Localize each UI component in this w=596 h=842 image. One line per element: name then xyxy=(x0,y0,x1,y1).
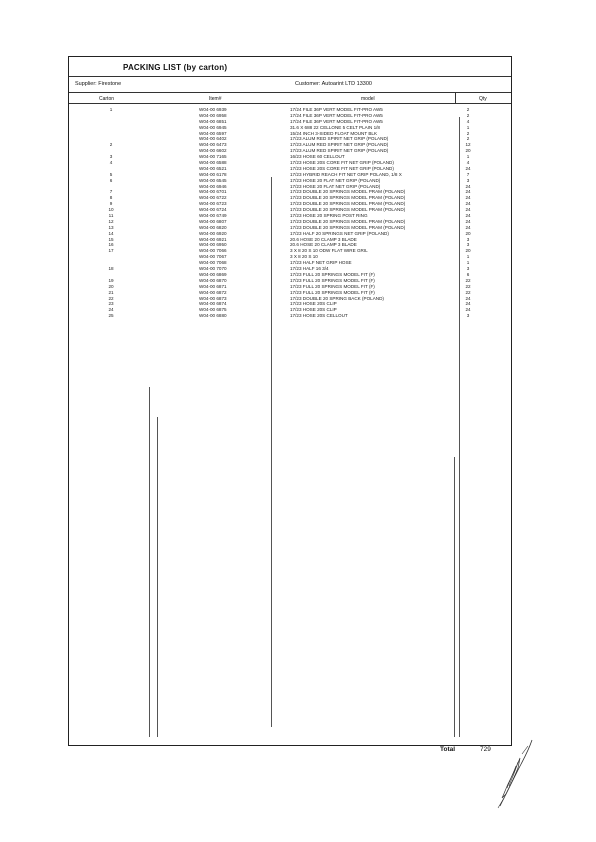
qty-cell: 2 xyxy=(466,107,470,112)
column-header-model: model xyxy=(361,96,375,102)
qty-cell: 4 xyxy=(466,118,470,124)
qty-cell: 24 xyxy=(465,295,471,301)
carton-cell: 23 xyxy=(108,301,114,307)
item-cell: W04-00 6178 xyxy=(199,171,227,177)
model-cell: 20.6 HOSE 20 CLAMP 3 BLADE xyxy=(290,242,357,248)
carton-cell: 25 xyxy=(108,313,114,319)
model-cell: 17/23 FULL 20 SPRINGS MODEL FIT (F) xyxy=(290,277,375,283)
carton-cell: 21 xyxy=(108,289,114,295)
item-cell: W04-00 6701 xyxy=(199,189,227,195)
model-cell: 17/23 HYBRID REACH FIT NET GRIP POLAND, 1/8 X xyxy=(290,171,402,177)
column-guide xyxy=(157,417,158,737)
model-cell: 17/23 ALUM RED SPIRIT NET GRIP (POLAND) xyxy=(290,136,389,142)
model-cell: 17/23 HOSE 20S CLIP xyxy=(290,301,337,307)
column-header-item: Item# xyxy=(209,96,222,102)
qty-cell: 3 xyxy=(466,313,470,319)
qty-cell: 20 xyxy=(465,148,471,154)
column-guide xyxy=(271,177,272,727)
total-value: 729 xyxy=(480,746,491,753)
model-cell: 17/24 FILE 36P VERT MODEL FIT-PRO AW5 xyxy=(290,107,383,112)
item-cell: W04-00 6945 xyxy=(199,124,227,130)
qty-cell: 24 xyxy=(465,301,471,307)
item-cell: W04-00 7068 xyxy=(199,260,227,266)
qty-cell: 24 xyxy=(465,224,471,230)
item-cell: W04-00 6939 xyxy=(199,107,227,112)
model-cell: 17/23 HOSE 20S CLIP xyxy=(290,307,337,313)
item-cell: W04-00 6588 xyxy=(199,160,227,166)
item-cell: W04-00 6870 xyxy=(199,277,227,283)
carton-cell: 18 xyxy=(108,266,114,272)
column-guide xyxy=(454,457,455,737)
carton-cell: 17 xyxy=(108,248,114,254)
qty-cell: 1 xyxy=(466,154,470,160)
carton-cell: 2 xyxy=(109,142,113,148)
item-cell: W04-00 6724 xyxy=(199,207,227,213)
item-cell: W04-00 6597 xyxy=(199,130,227,136)
carton-cell: 5 xyxy=(109,171,113,177)
item-cell: W04-00 6807 xyxy=(199,218,227,224)
item-cell: W04-00 6880 xyxy=(199,313,227,319)
qty-cell: 24 xyxy=(465,195,471,201)
carton-cell: 4 xyxy=(109,160,113,166)
model-cell: 17/23 FULL 20 SPRINGS MODEL FIT (F) xyxy=(290,289,375,295)
qty-cell: 3 xyxy=(466,177,470,183)
item-cell: W04-00 6722 xyxy=(199,195,227,201)
qty-cell: 2 xyxy=(466,130,470,136)
qty-cell: 24 xyxy=(465,183,471,189)
model-cell: 17/24 FILE 36P VERT MODEL FIT-PRO AW5 xyxy=(290,118,383,124)
model-cell: 31.6 X 688 22 CELLONE 5 CELT PLAIN 1/8 xyxy=(290,124,380,130)
column-guide xyxy=(149,387,150,737)
item-cell: W04-00 6473 xyxy=(199,142,227,148)
item-cell: W04-00 6946 xyxy=(199,183,227,189)
item-cell: W04-00 6820 xyxy=(199,224,227,230)
carton-cell: 3 xyxy=(109,154,113,160)
qty-cell: 20 xyxy=(465,248,471,254)
qty-cell: 24 xyxy=(465,165,471,171)
document-title: PACKING LIST (by carton) xyxy=(123,63,228,72)
model-cell: 17/23 ALUM RED SPIRIT NET GRIP (POLAND) xyxy=(290,148,389,154)
qty-cell: 1 xyxy=(466,254,470,260)
carton-cell: 16 xyxy=(108,242,114,248)
item-cell: W04-00 6871 xyxy=(199,283,227,289)
model-cell: 17/23 HOSE 20 SPRING POST RING xyxy=(290,213,368,219)
model-cell: 17/23 HALF NET GRIP HOSE xyxy=(290,260,352,266)
item-cell: W04-00 6872 xyxy=(199,289,227,295)
handwritten-signature xyxy=(492,738,542,810)
carton-cell: 15 xyxy=(108,236,114,242)
qty-cell: 3 xyxy=(466,236,470,242)
divider xyxy=(69,76,511,77)
supplier-label: Supplier: Firestone xyxy=(75,81,122,87)
carton-cell: 19 xyxy=(108,277,114,283)
model-cell: 17/23 FULL 20 SPRINGS MODEL FIT (F) xyxy=(290,283,375,289)
model-cell: 3 X 8 20 S 10 xyxy=(290,254,318,260)
qty-cell: 22 xyxy=(465,277,471,283)
model-cell: 17/23 DOUBLE 20 SPRINGS MODEL PRAM (POLAND) xyxy=(290,218,406,224)
qty-cell: 24 xyxy=(465,307,471,313)
total-label: Total xyxy=(440,746,456,753)
carton-cell: 22 xyxy=(108,295,114,301)
qty-cell: 2 xyxy=(466,112,470,118)
column-guide xyxy=(459,117,460,737)
model-cell: 16/23 HOSE 60 CELLOUT xyxy=(290,154,345,160)
qty-cell: 3 xyxy=(466,242,470,248)
model-cell: 17/23 DOUBLE 20 SPRINGS MODEL PRAM (POLAND) xyxy=(290,224,406,230)
packing-list-sheet xyxy=(68,56,512,746)
carton-cell: 6 xyxy=(109,177,113,183)
carton-cell: 20 xyxy=(108,283,114,289)
divider xyxy=(69,103,511,104)
item-cell: W04-00 6602 xyxy=(199,148,227,154)
carton-cell: 10 xyxy=(108,207,114,213)
qty-cell: 20 xyxy=(465,230,471,236)
qty-cell: 24 xyxy=(465,213,471,219)
carton-cell: 13 xyxy=(108,224,114,230)
model-cell: 17/24 FILE 36P VERT MODEL FIT-PRO AW5 xyxy=(290,112,383,118)
qty-cell: 24 xyxy=(465,189,471,195)
model-cell: 3 X 8 20 S 10 ODW FLAT WIRE GRIL xyxy=(290,248,368,254)
qty-cell: 2 xyxy=(466,136,470,142)
model-cell: 17/23 DOUBLE 20 SPRINGS MODEL PRAM (POLAND) xyxy=(290,189,406,195)
item-cell: W04-00 6749 xyxy=(199,213,227,219)
carton-cell: 7 xyxy=(109,189,113,195)
item-cell: W04-00 6950 xyxy=(199,242,227,248)
item-cell: W04-00 6921 xyxy=(199,236,227,242)
item-cell: W04-00 6875 xyxy=(199,307,227,313)
item-cell: W04-00 6958 xyxy=(199,112,227,118)
customer-label: Customer: Autoarint LTD 13300 xyxy=(295,81,372,87)
carton-cell: 1 xyxy=(109,107,113,112)
carton-cell: 8 xyxy=(109,195,113,201)
model-cell: 17/23 HALF 20 SPRINGS NET GRIP (POLAND) xyxy=(290,230,389,236)
model-cell: 17/23 DOUBLE 20 SPRINGS MODEL PRAM (POLAND) xyxy=(290,207,406,213)
model-cell: 15/24 INCH 3-SIDED FLOAT MOUNT BLK xyxy=(290,130,378,136)
qty-cell: 12 xyxy=(465,142,471,148)
item-cell: W04-00 6521 xyxy=(199,165,227,171)
item-cell: W04-00 6874 xyxy=(199,301,227,307)
carton-cell: 9 xyxy=(109,201,113,207)
model-cell: 17/23 ALUM RED SPIRIT NET GRIP (POLAND) xyxy=(290,142,389,148)
carton-cell: 11 xyxy=(108,213,114,219)
model-cell: 17/23 HOSE 20S CORE FIT NET GRIP (POLAND) xyxy=(290,160,394,166)
model-cell: 17/23 HOSE 20S CELLOUT xyxy=(290,313,348,319)
qty-cell: 3 xyxy=(466,266,470,272)
item-cell: W04-00 7066 xyxy=(199,248,227,254)
qty-cell: 1 xyxy=(466,124,470,130)
item-cell: W04-00 6723 xyxy=(199,201,227,207)
item-cell: W04-00 6545 xyxy=(199,177,227,183)
model-cell: 17/23 DOUBLE 20 SPRING BACK (POLAND) xyxy=(290,295,384,301)
qty-cell: 6 xyxy=(466,271,470,277)
item-cell: W04-00 6869 xyxy=(199,271,227,277)
divider xyxy=(69,92,511,93)
column-divider xyxy=(455,92,456,103)
item-cell: W04-00 6851 xyxy=(199,118,227,124)
model-cell: 20.6 HOSE 20 CLAMP 3 BLADE xyxy=(290,236,357,242)
column-header-carton: Carton xyxy=(99,96,115,102)
qty-cell: 4 xyxy=(466,160,470,166)
model-cell: 17/23 FULL 20 SPRINGS MODEL FIT (F) xyxy=(290,271,375,277)
item-cell: W04-00 6873 xyxy=(199,295,227,301)
model-cell: 17/23 DOUBLE 20 SPRINGS MODEL PRAM (POLAND) xyxy=(290,195,406,201)
model-cell: 17/23 HOSE 20 FLAT NET GRIP (POLAND) xyxy=(290,177,381,183)
carton-cell: 12 xyxy=(108,218,114,224)
item-cell: W04-00 7165 xyxy=(199,154,227,160)
item-cell: W04-00 6920 xyxy=(199,230,227,236)
packing-table-body xyxy=(69,107,513,319)
carton-cell: 24 xyxy=(108,307,114,313)
item-cell: W04-00 6402 xyxy=(199,136,227,142)
model-cell: 17/23 HALF 16 3/4 xyxy=(290,266,329,272)
qty-cell: 24 xyxy=(465,218,471,224)
qty-cell: 7 xyxy=(466,171,470,177)
qty-cell: 22 xyxy=(465,283,471,289)
column-header-qty: Qty xyxy=(479,96,487,102)
model-cell: 17/23 HOSE 20 FLAT NET GRIP (POLAND) xyxy=(290,183,381,189)
carton-cell: 14 xyxy=(108,230,114,236)
qty-cell: 24 xyxy=(465,201,471,207)
item-cell: W04-00 7070 xyxy=(199,266,227,272)
model-cell: 17/23 DOUBLE 20 SPRINGS MODEL PRAM (POLAND) xyxy=(290,201,406,207)
item-cell: W04-00 7067 xyxy=(199,254,227,260)
table-row xyxy=(69,313,513,319)
qty-cell: 22 xyxy=(465,289,471,295)
qty-cell: 24 xyxy=(465,207,471,213)
qty-cell: 1 xyxy=(466,260,470,266)
model-cell: 17/23 HOSE 20S CORE FIT NET GRIP (POLAND) xyxy=(290,165,394,171)
